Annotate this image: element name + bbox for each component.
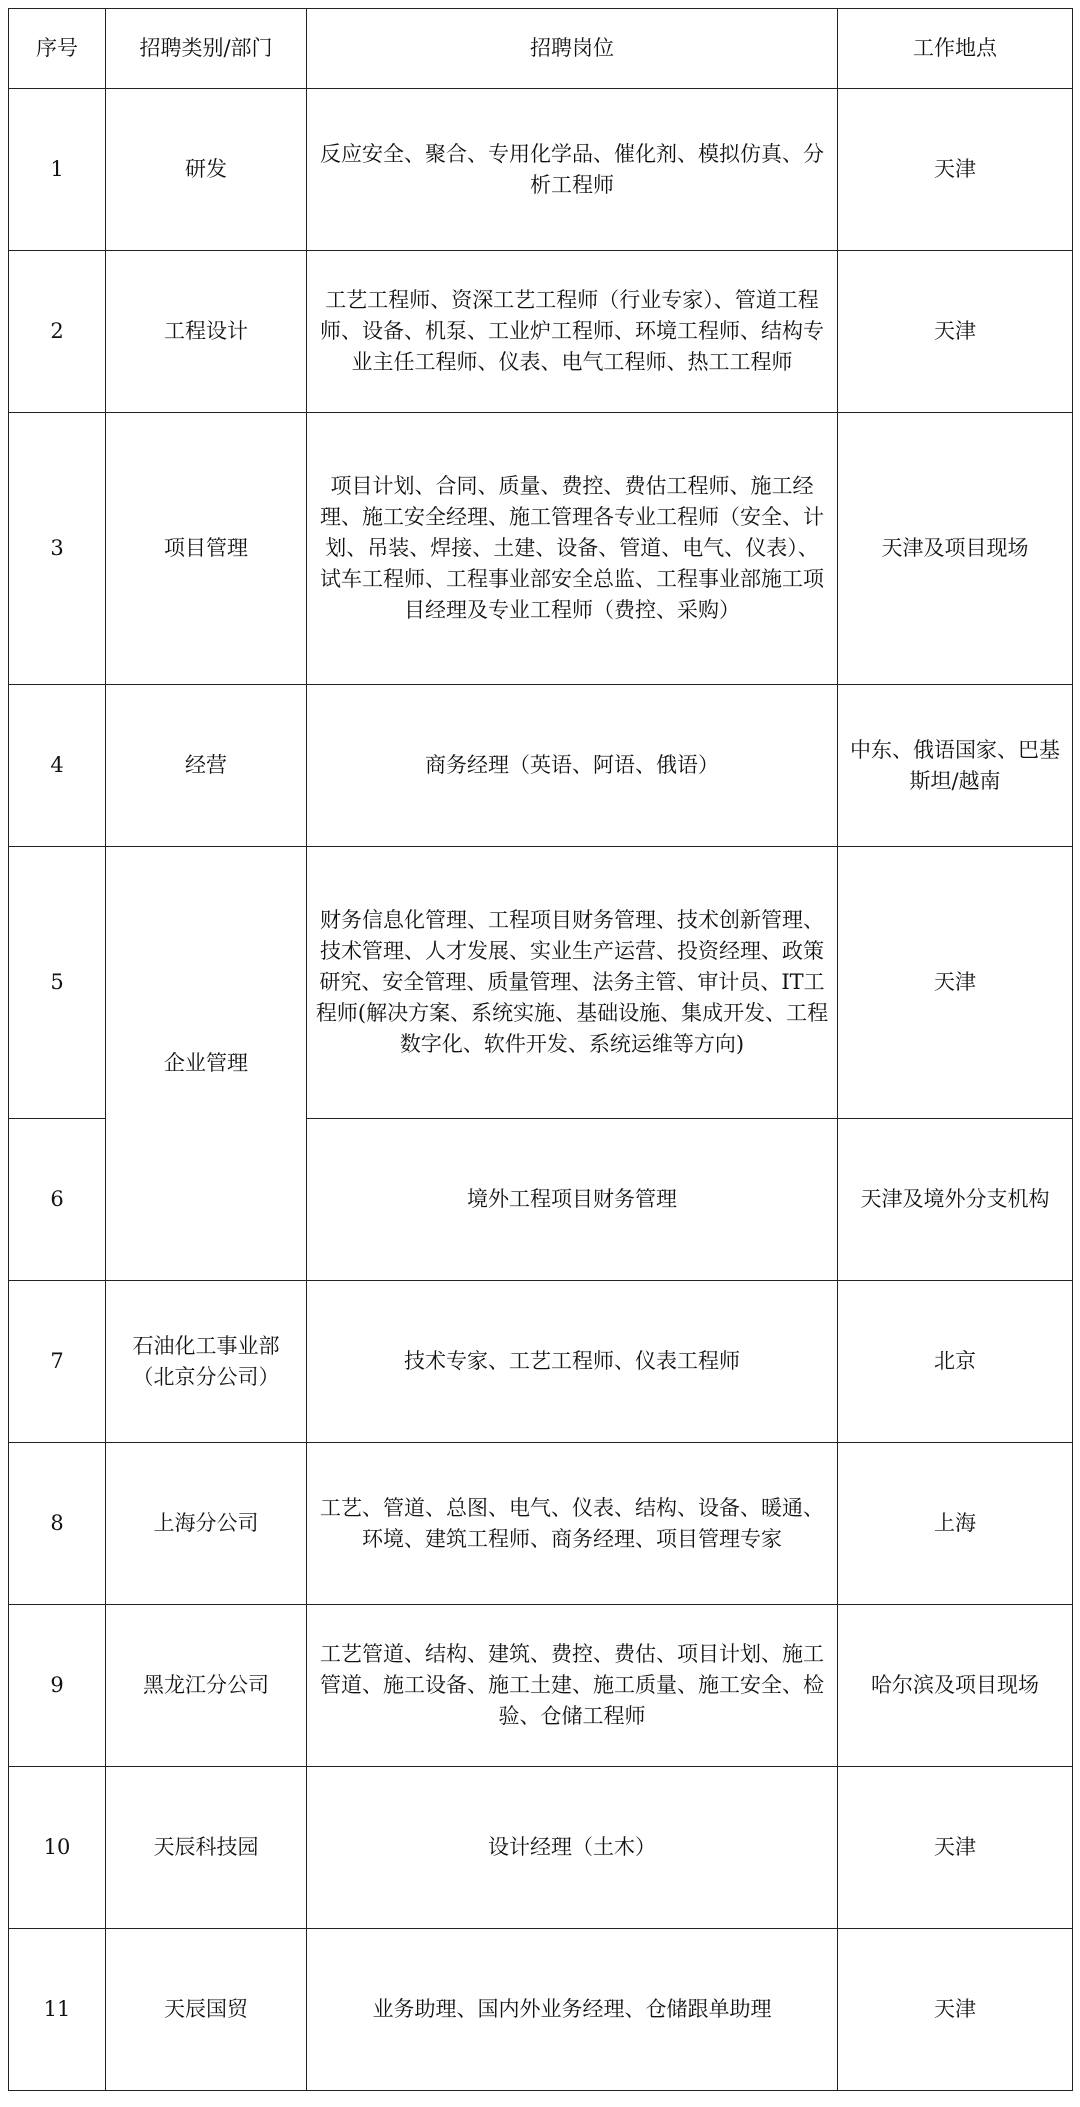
row-dept: 黑龙江分公司 xyxy=(106,1605,307,1767)
row-dept: 天辰科技园 xyxy=(106,1767,307,1929)
row-dept: 天辰国贸 xyxy=(106,1929,307,2091)
row-location: 北京 xyxy=(838,1281,1073,1443)
header-dept: 招聘类别/部门 xyxy=(106,9,307,89)
row-positions: 财务信息化管理、工程项目财务管理、技术创新管理、技术管理、人才发展、实业生产运营、投资经理、政策研究、安全管理、质量管理、法务主管、审计员、IT工程师(解决方案、系统实施、基础设施、集成开发、工程数字化、软件开发、系统运维等方向) xyxy=(307,847,838,1119)
row-location: 哈尔滨及项目现场 xyxy=(838,1605,1073,1767)
row-dept: 企业管理 xyxy=(106,847,307,1281)
table-row xyxy=(9,1605,1073,1767)
row-dept: 上海分公司 xyxy=(106,1443,307,1605)
row-no: 2 xyxy=(9,251,106,413)
row-location: 天津及境外分支机构 xyxy=(838,1119,1073,1281)
row-location: 天津及项目现场 xyxy=(838,413,1073,685)
row-positions: 工艺工程师、资深工艺工程师（行业专家）、管道工程师、设备、机泵、工业炉工程师、环境工程师、结构专业主任工程师、仪表、电气工程师、热工工程师 xyxy=(307,251,838,413)
row-dept: 经营 xyxy=(106,685,307,847)
table-row xyxy=(9,413,1073,685)
row-positions: 设计经理（土木） xyxy=(307,1767,838,1929)
row-no: 6 xyxy=(9,1119,106,1281)
table-row xyxy=(9,1929,1073,2091)
table-row xyxy=(9,1281,1073,1443)
row-location: 天津 xyxy=(838,847,1073,1119)
row-location: 中东、俄语国家、巴基斯坦/越南 xyxy=(838,685,1073,847)
table-row xyxy=(9,847,1073,1119)
row-location: 天津 xyxy=(838,1929,1073,2091)
row-no: 9 xyxy=(9,1605,106,1767)
table-row xyxy=(9,1767,1073,1929)
row-no: 1 xyxy=(9,89,106,251)
row-no: 7 xyxy=(9,1281,106,1443)
row-positions: 工艺、管道、总图、电气、仪表、结构、设备、暖通、环境、建筑工程师、商务经理、项目管理专家 xyxy=(307,1443,838,1605)
row-positions: 商务经理（英语、阿语、俄语） xyxy=(307,685,838,847)
row-location: 天津 xyxy=(838,251,1073,413)
table-row xyxy=(9,251,1073,413)
header-no: 序号 xyxy=(9,9,106,89)
header-positions: 招聘岗位 xyxy=(307,9,838,89)
table-row xyxy=(9,685,1073,847)
row-positions: 境外工程项目财务管理 xyxy=(307,1119,838,1281)
row-positions: 项目计划、合同、质量、费控、费估工程师、施工经理、施工安全经理、施工管理各专业工程师（安全、计划、吊装、焊接、土建、设备、管道、电气、仪表）、试车工程师、工程事业部安全总监、工程事业部施工项目经理及专业工程师（费控、采购） xyxy=(307,413,838,685)
row-location: 天津 xyxy=(838,1767,1073,1929)
row-dept: 石油化工事业部（北京分公司） xyxy=(106,1281,307,1443)
row-no: 4 xyxy=(9,685,106,847)
row-no: 5 xyxy=(9,847,106,1119)
row-location: 天津 xyxy=(838,89,1073,251)
row-dept: 研发 xyxy=(106,89,307,251)
row-positions: 反应安全、聚合、专用化学品、催化剂、模拟仿真、分析工程师 xyxy=(307,89,838,251)
row-location: 上海 xyxy=(838,1443,1073,1605)
header-location: 工作地点 xyxy=(838,9,1073,89)
table-row xyxy=(9,1443,1073,1605)
row-positions: 业务助理、国内外业务经理、仓储跟单助理 xyxy=(307,1929,838,2091)
table-header-row xyxy=(9,9,1073,89)
row-no: 3 xyxy=(9,413,106,685)
row-positions: 工艺管道、结构、建筑、费控、费估、项目计划、施工管道、施工设备、施工土建、施工质量、施工安全、检验、仓储工程师 xyxy=(307,1605,838,1767)
row-no: 8 xyxy=(9,1443,106,1605)
table-row xyxy=(9,89,1073,251)
row-dept: 项目管理 xyxy=(106,413,307,685)
row-positions: 技术专家、工艺工程师、仪表工程师 xyxy=(307,1281,838,1443)
recruitment-table xyxy=(8,8,1073,2091)
row-no: 10 xyxy=(9,1767,106,1929)
row-dept: 工程设计 xyxy=(106,251,307,413)
row-no: 11 xyxy=(9,1929,106,2091)
